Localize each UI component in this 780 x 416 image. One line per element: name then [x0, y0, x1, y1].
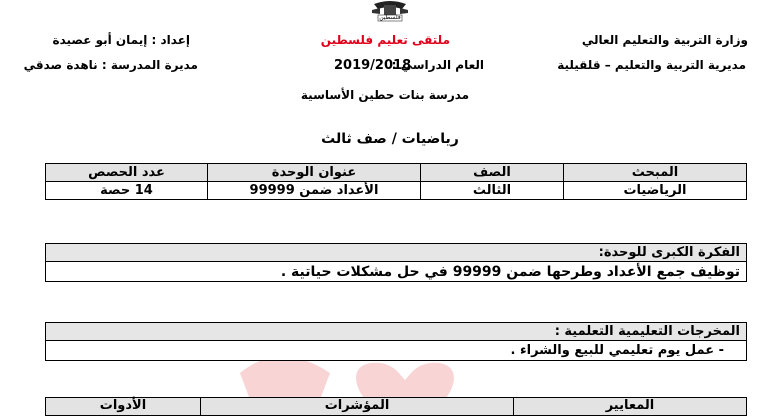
table-row [46, 182, 747, 200]
cell-grade: الثالث [421, 182, 564, 200]
header-indicators: المؤشرات [201, 398, 514, 416]
cell-unit-title: الأعداد ضمن 99999 [208, 182, 421, 200]
header-subject: المبحث [564, 164, 747, 182]
header-criteria: المعايير [514, 398, 747, 416]
school-year-label: العام الدراسي : [391, 58, 484, 72]
table-row [46, 398, 747, 416]
directorate-name: مديرية التربية والتعليم – قلقيلية [557, 58, 746, 72]
header-tools: الأدوات [46, 398, 201, 416]
principal-name: مديرة المدرسة : ناهدة صدقي [23, 58, 198, 72]
table-row [46, 341, 747, 361]
prepared-by: إعداد : إيمان أبو عصيدة [52, 33, 190, 47]
table-row [46, 244, 747, 262]
school-name: مدرسة بنات حطين الأساسية [300, 88, 470, 102]
school-year-value: 2019/2018 [334, 58, 412, 73]
criteria-table [45, 397, 747, 416]
outcomes-heading: المخرجات التعليمية التعلمية : [46, 323, 747, 341]
page-title: رياضيات / صف ثالث [321, 131, 459, 147]
cell-subject: الرياضيات [564, 182, 747, 200]
outcomes-item: - عمل يوم تعليمي للبيع والشراء . [46, 341, 747, 361]
big-idea-text: توظيف جمع الأعداد وطرحها ضمن 99999 في حل مشكلات حياتية . [46, 262, 747, 282]
table-row [46, 262, 747, 282]
header-lesson-count: عدد الحصص [46, 164, 208, 182]
cell-lesson-count: 14 حصة [46, 182, 208, 200]
forum-title: ملتقى تعليم فلسطين [320, 33, 450, 47]
header-unit-title: عنوان الوحدة [208, 164, 421, 182]
unit-info-table [45, 163, 747, 200]
header-grade: الصف [421, 164, 564, 182]
ministry-name: وزارة التربية والتعليم العالي [581, 33, 748, 47]
big-idea-box [45, 243, 747, 282]
table-row [46, 164, 747, 182]
seal-caption: فلسطين [379, 14, 401, 21]
learning-outcomes-box [45, 322, 747, 361]
big-idea-heading: الفكرة الكبرى للوحدة: [46, 244, 747, 262]
table-row [46, 323, 747, 341]
